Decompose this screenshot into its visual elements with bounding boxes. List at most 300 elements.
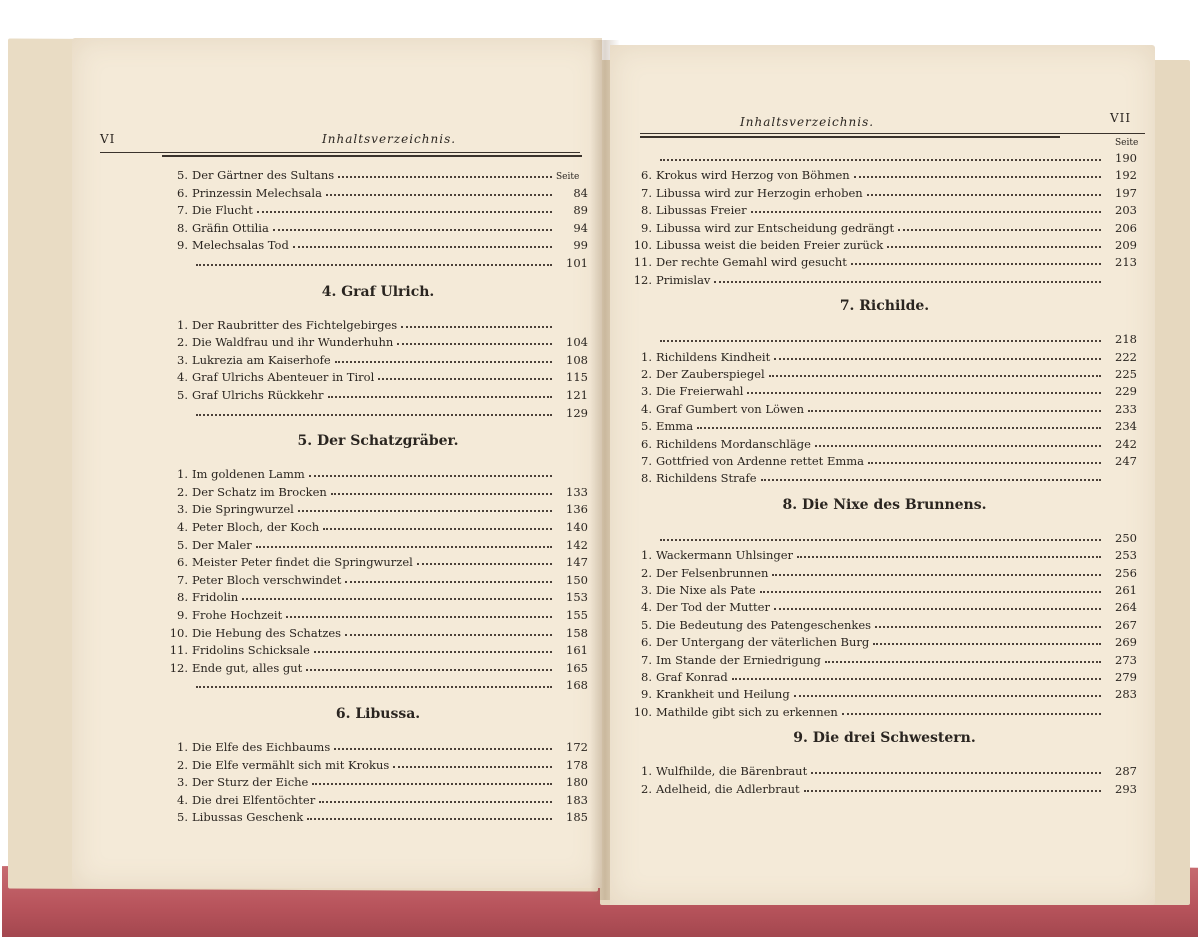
toc-entry-title: Libussas Freier <box>656 203 747 218</box>
toc-entry <box>168 467 588 485</box>
toc-entry <box>632 635 1137 653</box>
toc-entry <box>632 471 1137 489</box>
toc-leader-dots <box>345 581 552 583</box>
toc-leader-dots <box>345 634 552 636</box>
toc-entry-number: 4. <box>641 401 652 416</box>
toc-entry-page: 133 <box>566 484 588 499</box>
toc-entry-title: Der Felsenbrunnen <box>656 565 769 580</box>
right-seite-label: Seite <box>1115 138 1139 148</box>
toc-entry-page: 234 <box>1115 419 1137 434</box>
toc-entry-page: 261 <box>1115 583 1137 597</box>
toc-entry-number: 9. <box>177 238 188 253</box>
section-heading: 4. Graf Ulrich. <box>321 283 435 300</box>
toc-leader-dots <box>338 176 552 178</box>
toc-entry-number: 3. <box>177 775 188 790</box>
toc-entry <box>168 186 588 204</box>
toc-entry-title: Die Freierwahl <box>656 384 744 399</box>
toc-leader-dots <box>401 326 552 328</box>
toc-entry-page: 101 <box>566 256 588 270</box>
toc-entry-number: 3. <box>177 502 188 517</box>
toc-entry-page: 213 <box>1115 255 1137 270</box>
toc-entry-page: 161 <box>566 643 588 658</box>
toc-leader-dots <box>397 343 552 345</box>
toc-entry <box>168 370 588 388</box>
toc-leader-dots <box>319 801 552 803</box>
toc-entry-page: 283 <box>1115 687 1137 702</box>
right-page <box>610 45 1155 905</box>
toc-entry-page: 168 <box>566 678 588 693</box>
toc-entry-page: 197 <box>1115 185 1137 200</box>
toc-entry-title: Die Elfe des Eichbaums <box>192 740 331 754</box>
toc-entry <box>168 318 588 336</box>
toc-entry-number: 9. <box>641 220 652 235</box>
toc-entry-number: 9. <box>641 687 652 702</box>
toc-entry-title: Der rechte Gemahl wird gesucht <box>656 255 847 270</box>
toc-leader-dots <box>660 159 1101 161</box>
toc-entry <box>168 238 588 256</box>
toc-entry-title: Die drei Elfentöchter <box>192 792 316 807</box>
toc-entry <box>168 168 588 186</box>
toc-entry-title: Wackermann Uhlsinger <box>656 548 794 563</box>
toc-leader-dots <box>307 818 552 820</box>
toc-entry-title: Krokus wird Herzog von Böhmen <box>656 168 850 183</box>
toc-entry-title: Richildens Strafe <box>656 471 757 486</box>
toc-entry-number: 2. <box>177 335 188 350</box>
toc-leader-dots <box>873 643 1101 645</box>
toc-leader-dots <box>306 669 552 671</box>
toc-entry <box>168 538 588 556</box>
toc-entry-title: Graf Ulrichs Rückkehr <box>192 388 324 402</box>
toc-leader-dots <box>769 375 1101 377</box>
toc-entry-title: Libussas Geschenk <box>192 810 304 825</box>
toc-entry <box>168 573 588 591</box>
left-header-rule-thick <box>162 155 582 157</box>
toc-leader-dots <box>815 445 1101 447</box>
toc-entry <box>168 626 588 644</box>
toc-entry <box>632 151 1137 169</box>
toc-entry-title: Der Raubritter des Fichtelgebirges <box>192 317 398 332</box>
toc-leader-dots <box>842 713 1101 715</box>
toc-leader-dots <box>335 361 552 363</box>
toc-leader-dots <box>334 748 552 750</box>
toc-entry-page: 136 <box>566 502 588 517</box>
toc-entry <box>632 531 1137 549</box>
toc-leader-dots <box>196 264 552 266</box>
toc-entry <box>632 367 1137 385</box>
toc-leader-dots <box>887 246 1101 248</box>
toc-entry-title: Die Bedeutung des Patengeschenkes <box>656 617 872 632</box>
toc-entry-page: 218 <box>1115 332 1137 347</box>
toc-entry <box>632 670 1137 688</box>
right-header-title: Inhaltsverzeichnis. <box>740 115 875 129</box>
toc-entry <box>168 793 588 811</box>
toc-entry-title: Der Untergang der väterlichen Burg <box>656 635 870 650</box>
toc-entry <box>168 643 588 661</box>
toc-entry <box>168 406 588 424</box>
toc-entry-number: 7. <box>177 572 188 587</box>
toc-leader-dots <box>760 591 1101 593</box>
toc-entry-page: 84 <box>573 185 588 200</box>
toc-entry-title: Richildens Kindheit <box>656 349 771 364</box>
toc-entry-page: 172 <box>566 740 588 754</box>
toc-entry <box>632 583 1137 601</box>
toc-leader-dots <box>257 211 552 213</box>
toc-entry-number: 2. <box>641 565 652 580</box>
toc-entry-page: 253 <box>1115 548 1137 563</box>
toc-leader-dots <box>868 462 1101 464</box>
toc-entry-title: Die Springwurzel <box>192 502 294 517</box>
toc-leader-dots <box>286 616 552 618</box>
toc-entry <box>632 238 1137 256</box>
toc-entry-number: 1. <box>177 740 188 754</box>
toc-entry <box>632 221 1137 239</box>
toc-entry <box>168 608 588 626</box>
toc-entry-number: 8. <box>177 590 188 605</box>
right-header-rule <box>640 133 1145 134</box>
toc-entry-page: 192 <box>1115 168 1137 183</box>
toc-entry-page: 108 <box>566 352 588 367</box>
toc-entry-title: Im Stande der Erniedrigung <box>656 652 821 667</box>
toc-entry <box>632 419 1137 437</box>
left-page-number: VI <box>100 132 116 146</box>
toc-leader-dots <box>732 678 1101 680</box>
toc-entry-number: 12. <box>169 660 188 675</box>
toc-entry-page: 153 <box>566 590 588 605</box>
section-heading: 5. Der Schatzgräber. <box>297 433 459 450</box>
toc-entry <box>168 353 588 371</box>
toc-leader-dots <box>774 358 1101 360</box>
toc-entry <box>168 555 588 573</box>
section-heading: 7. Richilde. <box>839 298 930 315</box>
toc-entry-title: Die Waldfrau und ihr Wunderhuhn <box>192 335 394 350</box>
toc-entry-number: 11. <box>169 643 188 658</box>
toc-entry <box>168 203 588 221</box>
toc-entry-number: 6. <box>177 555 188 570</box>
toc-leader-dots <box>772 574 1101 576</box>
toc-entry-number: 6. <box>641 168 652 183</box>
toc-leader-dots <box>797 556 1101 558</box>
right-header-rule-thick <box>640 136 1060 138</box>
toc-leader-dots <box>328 396 552 398</box>
toc-entry-page: 250 <box>1115 530 1137 545</box>
toc-entry-title: Libussa weist die beiden Freier zurück <box>656 238 884 252</box>
toc-entry <box>168 758 588 776</box>
toc-entry-title: Der Tod der Mutter <box>656 600 770 615</box>
left-seite-label: Seite <box>556 172 580 182</box>
toc-leader-dots <box>794 695 1101 697</box>
toc-entry-number: 5. <box>177 168 188 182</box>
toc-leader-dots <box>293 246 552 248</box>
toc-entry <box>632 186 1137 204</box>
toc-leader-dots <box>326 194 552 196</box>
toc-entry <box>632 402 1137 420</box>
toc-entry-title: Die Flucht <box>192 203 253 218</box>
toc-entry <box>632 618 1137 636</box>
toc-entry-title: Graf Ulrichs Abenteuer in Tirol <box>192 370 375 385</box>
toc-leader-dots <box>323 528 552 530</box>
toc-leader-dots <box>697 427 1101 429</box>
toc-leader-dots <box>660 340 1101 342</box>
toc-leader-dots <box>417 563 552 565</box>
toc-entry <box>168 740 588 758</box>
toc-entry-title: Krankheit und Heilung <box>656 687 790 702</box>
toc-leader-dots <box>898 229 1101 231</box>
toc-entry-number: 4. <box>177 520 188 534</box>
toc-entry-page: 233 <box>1115 401 1137 416</box>
toc-leader-dots <box>851 263 1101 265</box>
toc-entry-number: 3. <box>641 384 652 399</box>
toc-entry-page: 115 <box>566 370 588 385</box>
toc-entry-page: 293 <box>1115 781 1137 796</box>
toc-entry-title: Die Hebung des Schatzes <box>192 625 342 640</box>
toc-leader-dots <box>196 686 552 688</box>
toc-entry <box>632 705 1137 723</box>
toc-entry <box>168 590 588 608</box>
toc-entry <box>168 810 588 828</box>
toc-entry-number: 1. <box>641 548 652 563</box>
toc-entry-number: 12. <box>633 272 652 287</box>
toc-entry-number: 4. <box>177 370 188 385</box>
toc-leader-dots <box>273 229 552 231</box>
toc-entry-number: 4. <box>177 792 188 807</box>
toc-leader-dots <box>314 651 552 653</box>
toc-leader-dots <box>825 661 1101 663</box>
toc-leader-dots <box>393 766 552 768</box>
toc-entry-number: 5. <box>641 617 652 632</box>
toc-leader-dots <box>298 510 552 512</box>
toc-entry-page: 206 <box>1115 220 1137 235</box>
toc-entry-number: 1. <box>177 467 188 482</box>
toc-entry-number: 6. <box>641 635 652 650</box>
toc-entry-number: 2. <box>177 484 188 499</box>
toc-entry-number: 8. <box>641 203 652 218</box>
section-heading: 6. Libussa. <box>335 706 421 722</box>
toc-entry <box>168 502 588 520</box>
toc-entry-number: 3. <box>177 352 188 367</box>
toc-entry-title: Meister Peter findet die Springwurzel <box>192 555 413 570</box>
toc-entry-title: Mathilde gibt sich zu erkennen <box>656 704 838 719</box>
toc-entry-page: 247 <box>1115 454 1137 468</box>
toc-entry-page: 273 <box>1115 652 1137 667</box>
toc-entry-title: Peter Bloch, der Koch <box>192 520 320 534</box>
toc-entry-page: 267 <box>1115 617 1137 632</box>
toc-entry-title: Fridolins Schicksale <box>192 643 310 658</box>
left-header-title: Inhaltsverzeichnis. <box>322 132 457 146</box>
toc-entry-number: 10. <box>633 704 652 719</box>
toc-entry-title: Richildens Mordanschläge <box>656 436 811 451</box>
toc-entry-title: Ende gut, alles gut <box>192 660 303 675</box>
toc-entry-title: Der Gärtner des Sultans <box>192 168 335 182</box>
toc-entry <box>632 566 1137 584</box>
toc-entry-title: Fridolin <box>192 590 239 605</box>
toc-entry-title: Peter Bloch verschwindet <box>192 572 342 587</box>
toc-entry-number: 8. <box>641 471 652 486</box>
toc-entry-page: 287 <box>1115 764 1137 779</box>
toc-entry <box>168 485 588 503</box>
toc-entry-number: 11. <box>633 255 652 270</box>
toc-entry-number: 2. <box>641 781 652 796</box>
toc-entry <box>168 678 588 696</box>
toc-entry-number: 9. <box>177 608 188 622</box>
left-header-rule <box>100 152 580 153</box>
toc-entry-page: 150 <box>566 572 588 587</box>
toc-entry-page: 190 <box>1115 151 1137 165</box>
toc-entry-title: Adelheid, die Adlerbraut <box>656 781 800 796</box>
toc-entry-number: 7. <box>641 185 652 200</box>
toc-entry <box>168 775 588 793</box>
toc-entry <box>632 454 1137 472</box>
right-page-number: VII <box>1110 111 1132 125</box>
toc-entry-page: 279 <box>1115 670 1137 684</box>
toc-leader-dots <box>854 176 1101 178</box>
toc-entry-page: 229 <box>1115 384 1137 399</box>
toc-leader-dots <box>774 608 1101 610</box>
toc-entry-title: Libussa wird zur Entscheidung gedrängt <box>656 220 895 235</box>
toc-entry-title: Wulfhilde, die Bärenbraut <box>656 764 808 779</box>
toc-entry-page: 140 <box>566 520 588 534</box>
toc-entry-title: Lukrezia am Kaiserhofe <box>192 352 331 367</box>
toc-entry <box>168 221 588 239</box>
toc-entry <box>632 350 1137 368</box>
toc-leader-dots <box>811 772 1101 774</box>
toc-entry <box>632 384 1137 402</box>
toc-entry-title: Emma <box>656 419 694 434</box>
toc-entry-number: 8. <box>641 670 652 684</box>
toc-entry-page: 129 <box>566 405 588 420</box>
toc-entry-number: 7. <box>641 454 652 468</box>
toc-entry-title: Die Nixe als Pate <box>656 583 756 597</box>
toc-entry-title: Gräfin Ottilia <box>192 220 269 235</box>
toc-entry-number: 7. <box>177 203 188 218</box>
toc-entry-number: 2. <box>641 367 652 381</box>
toc-entry <box>632 548 1137 566</box>
toc-leader-dots <box>196 414 552 416</box>
toc-entry-title: Der Maler <box>192 537 252 552</box>
toc-entry-page: 158 <box>566 625 588 640</box>
toc-entry-title: Libussa wird zur Herzogin erhoben <box>656 185 863 200</box>
toc-entry <box>168 256 588 274</box>
left-page <box>72 38 602 888</box>
toc-leader-dots <box>747 392 1101 394</box>
toc-entry <box>632 168 1137 186</box>
toc-entry-page: 94 <box>573 220 588 235</box>
toc-leader-dots <box>761 479 1101 481</box>
toc-leader-dots <box>242 598 552 600</box>
toc-entry <box>168 661 588 679</box>
toc-entry <box>168 520 588 538</box>
toc-leader-dots <box>867 194 1101 196</box>
toc-entry-page: 155 <box>566 608 588 622</box>
toc-entry-title: Der Schatz im Brocken <box>192 484 327 499</box>
toc-entry-title: Der Zauberspiegel <box>656 367 765 381</box>
toc-leader-dots <box>751 211 1101 213</box>
toc-entry-page: 256 <box>1115 565 1137 580</box>
toc-entry-page: 178 <box>566 757 588 772</box>
section-heading: 9. Die drei Schwestern. <box>793 730 976 747</box>
toc-entry-page: 147 <box>566 555 588 570</box>
toc-entry-title: Prinzessin Melechsala <box>192 185 322 200</box>
section-heading: 8. Die Nixe des Brunnens. <box>782 496 987 513</box>
toc-entry-number: 1. <box>641 764 652 779</box>
toc-entry-number: 1. <box>641 349 652 364</box>
toc-leader-dots <box>804 790 1101 792</box>
toc-entry <box>632 273 1137 291</box>
toc-leader-dots <box>256 546 552 548</box>
toc-entry-page: 225 <box>1115 367 1137 381</box>
toc-leader-dots <box>714 281 1101 283</box>
toc-leader-dots <box>378 378 552 380</box>
toc-entry-number: 10. <box>169 625 188 640</box>
toc-leader-dots <box>660 539 1101 541</box>
toc-entry-number: 5. <box>177 537 188 552</box>
toc-entry <box>632 203 1137 221</box>
toc-entry-page: 203 <box>1115 203 1137 218</box>
toc-leader-dots <box>808 410 1101 412</box>
toc-entry-number: 3. <box>641 583 652 597</box>
toc-entry-page: 121 <box>566 388 588 402</box>
toc-entry-title: Primislav <box>656 272 711 287</box>
toc-entry-page: 183 <box>566 792 588 807</box>
toc-entry-title: Der Sturz der Eiche <box>192 775 309 790</box>
toc-entry-number: 5. <box>177 388 188 402</box>
toc-entry <box>632 687 1137 705</box>
toc-entry-title: Gottfried von Ardenne rettet Emma <box>656 454 865 468</box>
toc-entry <box>168 388 588 406</box>
toc-entry-page: 180 <box>566 775 588 790</box>
toc-entry <box>632 764 1137 782</box>
toc-entry-title: Graf Gumbert von Löwen <box>656 401 804 416</box>
toc-entry-number: 4. <box>641 600 652 615</box>
toc-entry-title: Im goldenen Lamm <box>192 467 305 482</box>
toc-entry-page: 99 <box>573 238 588 253</box>
toc-entry-number: 2. <box>177 757 188 772</box>
toc-leader-dots <box>875 626 1101 628</box>
toc-entry-number: 6. <box>641 436 652 451</box>
toc-entry-title: Die Elfe vermählt sich mit Krokus <box>192 757 390 772</box>
toc-entry-number: 1. <box>177 317 188 332</box>
toc-entry-page: 269 <box>1115 635 1137 650</box>
toc-entry-page: 165 <box>566 660 588 675</box>
toc-leader-dots <box>309 475 552 477</box>
toc-entry-number: 5. <box>177 810 188 825</box>
toc-entry <box>632 437 1137 455</box>
toc-entry-number: 6. <box>177 185 188 200</box>
toc-entry <box>632 653 1137 671</box>
toc-entry <box>632 782 1137 800</box>
toc-entry <box>632 332 1137 350</box>
toc-leader-dots <box>331 493 552 495</box>
toc-entry-page: 209 <box>1115 238 1137 252</box>
toc-entry-number: 7. <box>641 652 652 667</box>
toc-entry-page: 104 <box>566 335 588 350</box>
toc-entry-number: 10. <box>633 238 652 252</box>
toc-entry-title: Melechsalas Tod <box>192 238 289 253</box>
toc-entry-page: 185 <box>566 810 588 825</box>
toc-entry-page: 242 <box>1115 436 1137 451</box>
toc-entry <box>168 335 588 353</box>
toc-entry-page: 222 <box>1115 349 1137 364</box>
toc-entry-page: 264 <box>1115 600 1137 615</box>
toc-leader-dots <box>312 783 552 785</box>
toc-entry-title: Graf Konrad <box>656 670 728 684</box>
toc-entry-title: Frohe Hochzeit <box>192 608 283 622</box>
toc-entry <box>632 255 1137 273</box>
toc-entry-page: 89 <box>573 203 588 218</box>
toc-entry-number: 8. <box>177 220 188 235</box>
toc-entry-number: 5. <box>641 419 652 434</box>
toc-entry <box>632 600 1137 618</box>
toc-entry-page: 142 <box>566 537 588 552</box>
